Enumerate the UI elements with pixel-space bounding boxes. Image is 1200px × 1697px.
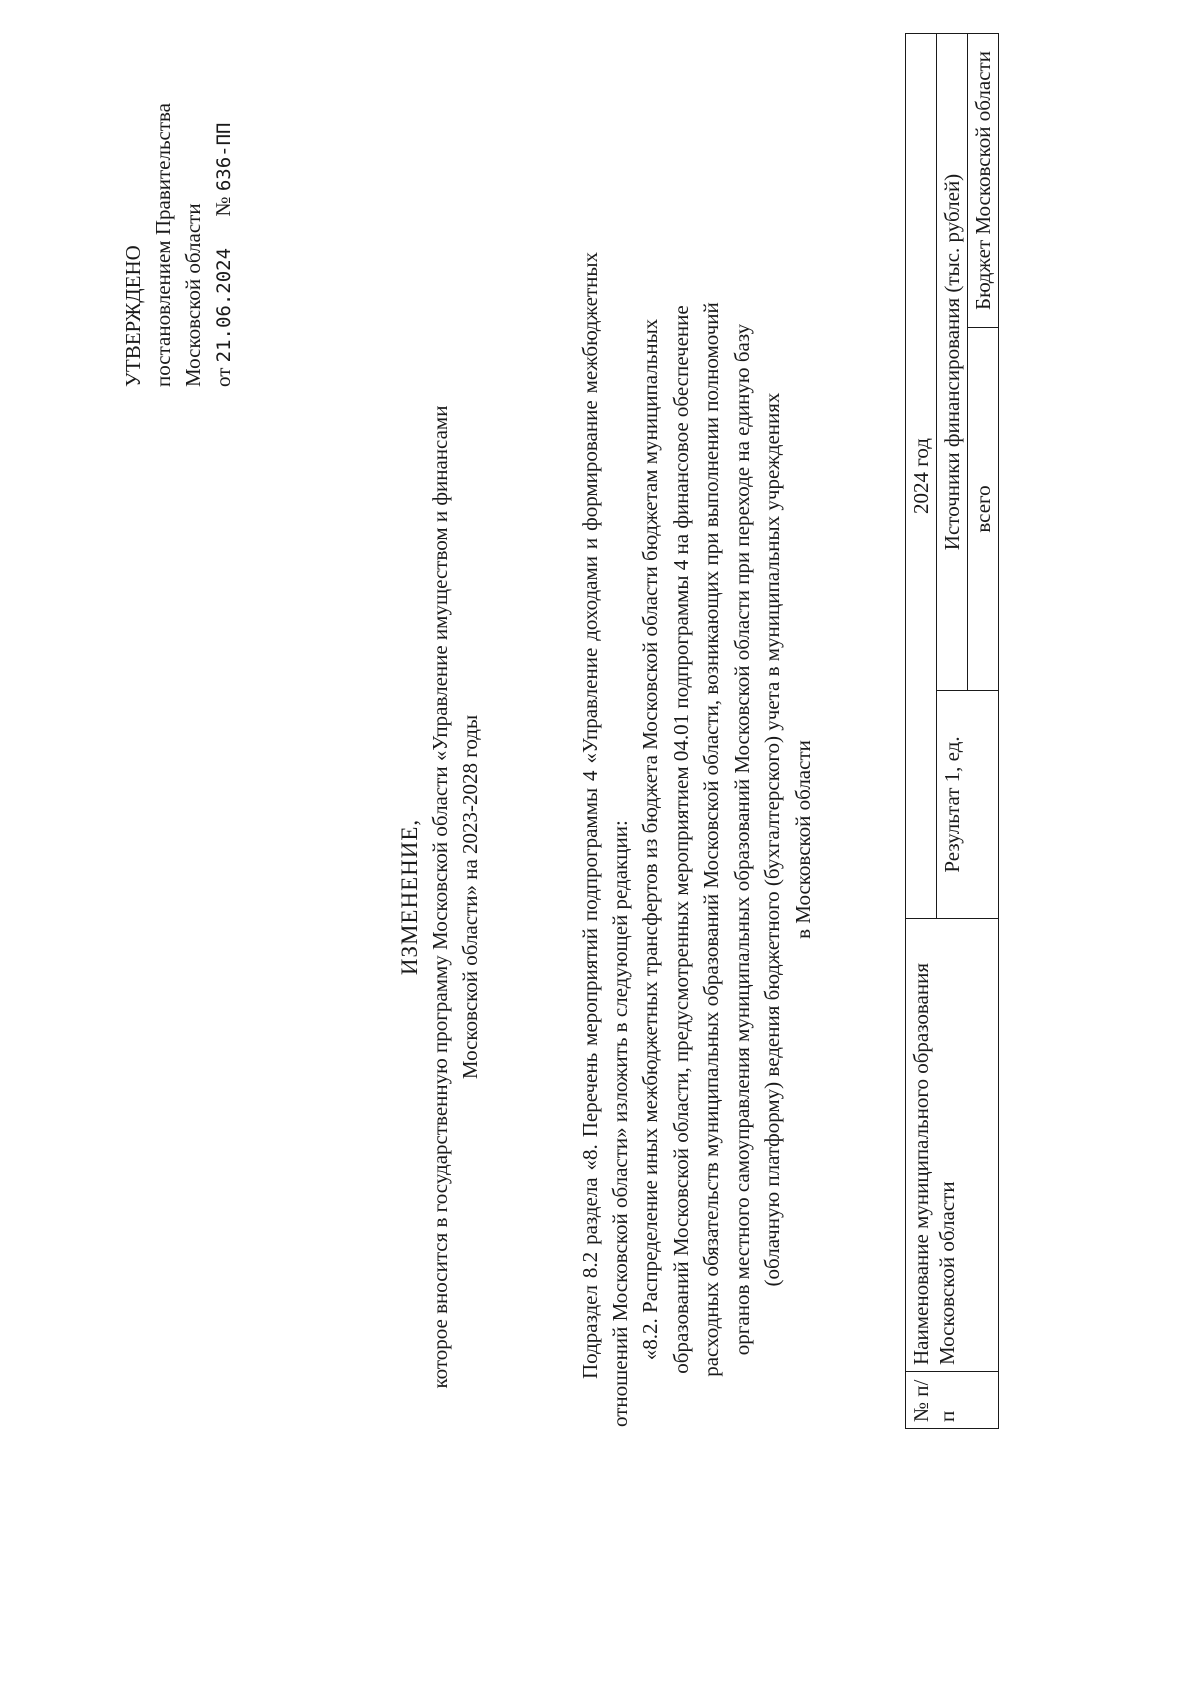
- section-line-5: (облачную платформу) ведения бюджетного (бухгалтерского) учета в муниципальных учреждениях: [760, 392, 784, 1287]
- section-line-1: «8.2. Распределение иных межбюджетных трансфертов из бюджета Московской области бюджетам муниципальных: [638, 318, 662, 1361]
- title-line-2: Московской области» на 2023-2028 годы: [458, 714, 482, 1080]
- title-main: ИЗМЕНЕНИЕ,: [397, 818, 422, 976]
- header-municipality: Наименование муниципального образования Московской области: [906, 919, 999, 1372]
- section-line-2: образований Московской области, предусмотренных мероприятием 04.01 подпрограммы 4 на финансовое обеспечение: [668, 305, 693, 1374]
- header-budget: Бюджет Московской области: [968, 34, 999, 328]
- header-total: всего: [968, 328, 999, 691]
- approval-stamp: [118, 7, 239, 387]
- approval-number: 636-ПП: [213, 122, 235, 192]
- number-prefix: №: [211, 196, 235, 217]
- header-sources: Источники финансирования (тыс. рублей): [937, 34, 968, 691]
- approval-date: 21.06.2024: [213, 247, 235, 363]
- approval-line-1: постановлением Правительства: [151, 102, 175, 387]
- header-year: 2024 год: [906, 34, 937, 919]
- document-title: [395, 297, 485, 1497]
- section-line-6: в Московской области: [790, 740, 815, 939]
- intro-paragraph: Подраздел 8.2 раздела «8. Перечень мероприятий подпрограммы 4 «Управление доходами и формирование межбюджетных отношений Московской области» изложить в следующей редакции:: [578, 252, 632, 1427]
- approval-date-line: [208, 7, 239, 387]
- date-prefix: от: [211, 367, 235, 387]
- financing-table: [905, 33, 999, 1429]
- title-line-1: которое вносится в государственную программу Московской области «Управление имуществом и финансами: [428, 405, 452, 1389]
- table-header-row: [906, 34, 937, 1429]
- approval-status: УТВЕРЖДЕНО: [121, 245, 145, 387]
- header-result: Результат 1, ед.: [937, 691, 999, 919]
- header-num: № п/п: [906, 1372, 999, 1429]
- section-line-3: расходных обязательств муниципальных образований Московской области, возникающих при выполнении полномочий: [699, 302, 723, 1377]
- intro-text: [575, 252, 635, 1427]
- section-line-4: органов местного самоуправления муниципальных образований Московской области при переходе на единую базу: [729, 323, 754, 1356]
- approval-line-2: Московской области: [181, 203, 205, 387]
- section-heading: [635, 252, 818, 1427]
